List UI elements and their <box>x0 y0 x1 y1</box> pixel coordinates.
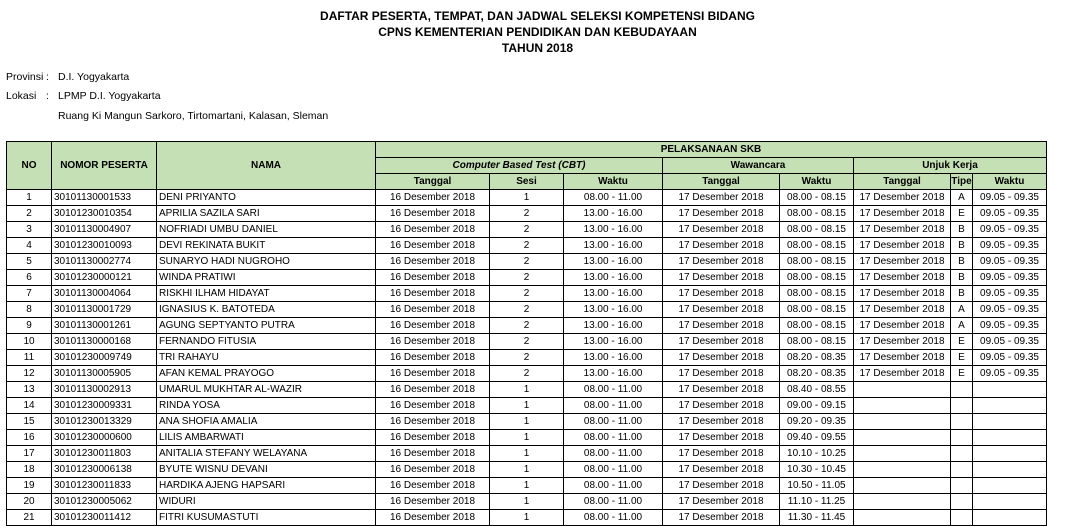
row-cbt-waktu: 13.00 - 16.00 <box>564 238 663 254</box>
table-row <box>7 510 1047 526</box>
row-nama: DENI PRIYANTO <box>157 190 376 206</box>
title-line-1: DAFTAR PESERTA, TEMPAT, DAN JADWAL SELEKSI KOMPETENSI BIDANG <box>320 9 755 23</box>
table-row <box>7 238 1047 254</box>
row-wawancara-waktu: 11.10 - 11.25 <box>780 494 854 510</box>
row-cbt-waktu: 08.00 - 11.00 <box>564 494 663 510</box>
alamat-row <box>58 109 328 123</box>
row-unjuk-kerja-tanggal: 17 Desember 2018 <box>854 350 951 366</box>
provinsi-value: D.I. Yogyakarta <box>58 71 130 83</box>
row-unjuk-kerja-tipe <box>951 494 973 510</box>
header-no: NO <box>7 142 52 190</box>
row-unjuk-kerja-tipe: E <box>951 334 973 350</box>
row-cbt-waktu: 13.00 - 16.00 <box>564 286 663 302</box>
row-nomor-peserta: 30101230013329 <box>52 414 157 430</box>
row-unjuk-kerja-tipe: E <box>951 366 973 382</box>
row-no: 7 <box>7 286 52 302</box>
table-row <box>7 270 1047 286</box>
lokasi-row: Lokasi : LPMP D.I. Yogyakarta <box>6 90 161 102</box>
row-unjuk-kerja-waktu: 09.05 - 09.35 <box>973 366 1047 382</box>
row-unjuk-kerja-tanggal <box>854 478 951 494</box>
row-no: 13 <box>7 382 52 398</box>
row-wawancara-waktu: 10.30 - 10.45 <box>780 462 854 478</box>
row-cbt-waktu: 13.00 - 16.00 <box>564 206 663 222</box>
title-line-2: CPNS KEMENTERIAN PENDIDIKAN DAN KEBUDAYAAN <box>378 25 697 39</box>
row-cbt-waktu: 13.00 - 16.00 <box>564 366 663 382</box>
row-unjuk-kerja-tipe: E <box>951 350 973 366</box>
row-unjuk-kerja-tanggal: 17 Desember 2018 <box>854 302 951 318</box>
row-wawancara-waktu: 09.40 - 09.55 <box>780 430 854 446</box>
table-row <box>7 302 1047 318</box>
row-nomor-peserta: 30101230006138 <box>52 462 157 478</box>
row-wawancara-waktu: 08.00 - 08.15 <box>780 238 854 254</box>
row-cbt-tanggal: 16 Desember 2018 <box>376 270 490 286</box>
row-no: 4 <box>7 238 52 254</box>
row-wawancara-waktu: 08.00 - 08.15 <box>780 286 854 302</box>
row-cbt-sesi: 1 <box>490 462 564 478</box>
row-cbt-tanggal: 16 Desember 2018 <box>376 510 490 526</box>
row-unjuk-kerja-waktu: 09.05 - 09.35 <box>973 286 1047 302</box>
row-cbt-waktu: 13.00 - 16.00 <box>564 334 663 350</box>
row-cbt-waktu: 13.00 - 16.00 <box>564 270 663 286</box>
row-nama: NOFRIADI UMBU DANIEL <box>157 222 376 238</box>
row-no: 3 <box>7 222 52 238</box>
table-body <box>7 190 1047 526</box>
row-unjuk-kerja-tanggal <box>854 430 951 446</box>
row-wawancara-tanggal: 17 Desember 2018 <box>663 350 780 366</box>
header-nama: NAMA <box>157 142 376 190</box>
row-nomor-peserta: 30101230000121 <box>52 270 157 286</box>
row-unjuk-kerja-tanggal <box>854 494 951 510</box>
table-row <box>7 382 1047 398</box>
row-nomor-peserta: 30101230000600 <box>52 430 157 446</box>
row-wawancara-waktu: 08.00 - 08.15 <box>780 334 854 350</box>
header-wawancara: Wawancara <box>663 158 854 174</box>
row-cbt-tanggal: 16 Desember 2018 <box>376 398 490 414</box>
row-no: 20 <box>7 494 52 510</box>
header-cbt-waktu: Waktu <box>564 174 663 190</box>
row-wawancara-waktu: 09.00 - 09.15 <box>780 398 854 414</box>
table-row <box>7 430 1047 446</box>
row-unjuk-kerja-tipe: E <box>951 206 973 222</box>
row-unjuk-kerja-tipe <box>951 398 973 414</box>
row-unjuk-kerja-tipe: A <box>951 318 973 334</box>
row-wawancara-tanggal: 17 Desember 2018 <box>663 270 780 286</box>
row-cbt-waktu: 13.00 - 16.00 <box>564 254 663 270</box>
row-unjuk-kerja-tanggal: 17 Desember 2018 <box>854 270 951 286</box>
row-wawancara-tanggal: 17 Desember 2018 <box>663 238 780 254</box>
row-unjuk-kerja-tipe: B <box>951 270 973 286</box>
row-cbt-tanggal: 16 Desember 2018 <box>376 238 490 254</box>
row-cbt-sesi: 1 <box>490 510 564 526</box>
row-cbt-waktu: 08.00 - 11.00 <box>564 190 663 206</box>
row-cbt-tanggal: 16 Desember 2018 <box>376 462 490 478</box>
row-nomor-peserta: 30101230009749 <box>52 350 157 366</box>
row-cbt-waktu: 08.00 - 11.00 <box>564 446 663 462</box>
row-no: 21 <box>7 510 52 526</box>
row-no: 17 <box>7 446 52 462</box>
row-nama: DEVI REKINATA BUKIT <box>157 238 376 254</box>
row-wawancara-tanggal: 17 Desember 2018 <box>663 510 780 526</box>
row-cbt-sesi: 1 <box>490 478 564 494</box>
row-cbt-tanggal: 16 Desember 2018 <box>376 414 490 430</box>
row-cbt-sesi: 1 <box>490 398 564 414</box>
row-wawancara-tanggal: 17 Desember 2018 <box>663 478 780 494</box>
row-unjuk-kerja-waktu <box>973 446 1047 462</box>
row-no: 1 <box>7 190 52 206</box>
row-wawancara-tanggal: 17 Desember 2018 <box>663 382 780 398</box>
row-cbt-sesi: 2 <box>490 286 564 302</box>
row-cbt-sesi: 2 <box>490 318 564 334</box>
provinsi-row: Provinsi : D.I. Yogyakarta <box>6 71 130 83</box>
row-unjuk-kerja-tipe <box>951 382 973 398</box>
table-row <box>7 318 1047 334</box>
header-unjuk-kerja-tipe: Tipe <box>951 174 973 190</box>
header-wawancara-tanggal: Tanggal <box>663 174 780 190</box>
row-nomor-peserta: 30101230011412 <box>52 510 157 526</box>
row-wawancara-tanggal: 17 Desember 2018 <box>663 254 780 270</box>
row-cbt-sesi: 1 <box>490 190 564 206</box>
row-cbt-sesi: 2 <box>490 222 564 238</box>
row-nomor-peserta: 30101230011803 <box>52 446 157 462</box>
row-unjuk-kerja-tanggal <box>854 398 951 414</box>
row-cbt-tanggal: 16 Desember 2018 <box>376 494 490 510</box>
row-nama: TRI RAHAYU <box>157 350 376 366</box>
row-nomor-peserta: 30101130001261 <box>52 318 157 334</box>
row-nomor-peserta: 30101130005905 <box>52 366 157 382</box>
row-cbt-waktu: 08.00 - 11.00 <box>564 510 663 526</box>
row-unjuk-kerja-waktu: 09.05 - 09.35 <box>973 270 1047 286</box>
row-wawancara-waktu: 09.20 - 09.35 <box>780 414 854 430</box>
table-row <box>7 446 1047 462</box>
row-unjuk-kerja-tanggal: 17 Desember 2018 <box>854 334 951 350</box>
row-unjuk-kerja-tanggal: 17 Desember 2018 <box>854 254 951 270</box>
row-nama: WINDA PRATIWI <box>157 270 376 286</box>
row-cbt-waktu: 13.00 - 16.00 <box>564 222 663 238</box>
row-no: 18 <box>7 462 52 478</box>
row-nama: IGNASIUS K. BATOTEDA <box>157 302 376 318</box>
row-unjuk-kerja-tanggal <box>854 510 951 526</box>
row-unjuk-kerja-tipe <box>951 446 973 462</box>
row-cbt-tanggal: 16 Desember 2018 <box>376 222 490 238</box>
row-cbt-tanggal: 16 Desember 2018 <box>376 366 490 382</box>
table-row <box>7 350 1047 366</box>
row-cbt-tanggal: 16 Desember 2018 <box>376 206 490 222</box>
row-no: 16 <box>7 430 52 446</box>
row-cbt-waktu: 13.00 - 16.00 <box>564 350 663 366</box>
row-wawancara-tanggal: 17 Desember 2018 <box>663 446 780 462</box>
row-unjuk-kerja-waktu <box>973 382 1047 398</box>
row-unjuk-kerja-waktu <box>973 414 1047 430</box>
row-wawancara-tanggal: 17 Desember 2018 <box>663 222 780 238</box>
row-cbt-sesi: 1 <box>490 430 564 446</box>
row-cbt-sesi: 1 <box>490 414 564 430</box>
row-cbt-sesi: 1 <box>490 494 564 510</box>
row-unjuk-kerja-tanggal <box>854 382 951 398</box>
row-unjuk-kerja-tipe: B <box>951 254 973 270</box>
row-cbt-tanggal: 16 Desember 2018 <box>376 254 490 270</box>
row-unjuk-kerja-waktu: 09.05 - 09.35 <box>973 318 1047 334</box>
row-wawancara-waktu: 08.00 - 08.15 <box>780 302 854 318</box>
row-nomor-peserta: 30101130001533 <box>52 190 157 206</box>
row-nama: RISKHI ILHAM HIDAYAT <box>157 286 376 302</box>
row-no: 2 <box>7 206 52 222</box>
row-wawancara-waktu: 08.20 - 08.35 <box>780 350 854 366</box>
row-unjuk-kerja-waktu <box>973 430 1047 446</box>
table-row <box>7 334 1047 350</box>
row-nomor-peserta: 30101230010354 <box>52 206 157 222</box>
row-no: 9 <box>7 318 52 334</box>
header-nomor-peserta: NOMOR PESERTA <box>52 142 157 190</box>
row-no: 15 <box>7 414 52 430</box>
row-cbt-sesi: 1 <box>490 446 564 462</box>
row-wawancara-waktu: 08.00 - 08.15 <box>780 206 854 222</box>
row-unjuk-kerja-waktu: 09.05 - 09.35 <box>973 334 1047 350</box>
row-unjuk-kerja-tipe <box>951 430 973 446</box>
row-unjuk-kerja-tanggal: 17 Desember 2018 <box>854 238 951 254</box>
row-nama: LILIS AMBARWATI <box>157 430 376 446</box>
row-nomor-peserta: 30101130002774 <box>52 254 157 270</box>
row-wawancara-tanggal: 17 Desember 2018 <box>663 462 780 478</box>
row-cbt-sesi: 2 <box>490 302 564 318</box>
row-nama: UMARUL MUKHTAR AL-WAZIR <box>157 382 376 398</box>
document-title <box>0 8 1075 56</box>
row-unjuk-kerja-waktu <box>973 510 1047 526</box>
row-cbt-waktu: 08.00 - 11.00 <box>564 414 663 430</box>
row-unjuk-kerja-tanggal: 17 Desember 2018 <box>854 286 951 302</box>
row-wawancara-waktu: 08.00 - 08.15 <box>780 270 854 286</box>
row-unjuk-kerja-tipe: A <box>951 190 973 206</box>
row-wawancara-tanggal: 17 Desember 2018 <box>663 494 780 510</box>
row-nama: ANITALIA STEFANY WELAYANA <box>157 446 376 462</box>
row-cbt-waktu: 08.00 - 11.00 <box>564 382 663 398</box>
row-cbt-sesi: 1 <box>490 382 564 398</box>
header-cbt: Computer Based Test (CBT) <box>376 158 663 174</box>
row-unjuk-kerja-tanggal: 17 Desember 2018 <box>854 366 951 382</box>
table-row <box>7 494 1047 510</box>
header-cbt-sesi: Sesi <box>490 174 564 190</box>
row-cbt-waktu: 13.00 - 16.00 <box>564 302 663 318</box>
row-cbt-sesi: 2 <box>490 238 564 254</box>
row-wawancara-tanggal: 17 Desember 2018 <box>663 302 780 318</box>
row-unjuk-kerja-tipe: B <box>951 286 973 302</box>
row-cbt-tanggal: 16 Desember 2018 <box>376 430 490 446</box>
row-cbt-tanggal: 16 Desember 2018 <box>376 334 490 350</box>
row-unjuk-kerja-tipe: A <box>951 302 973 318</box>
row-unjuk-kerja-tanggal: 17 Desember 2018 <box>854 318 951 334</box>
row-cbt-tanggal: 16 Desember 2018 <box>376 382 490 398</box>
row-wawancara-waktu: 08.00 - 08.15 <box>780 318 854 334</box>
row-nama: ANA SHOFIA AMALIA <box>157 414 376 430</box>
row-cbt-tanggal: 16 Desember 2018 <box>376 446 490 462</box>
row-unjuk-kerja-waktu: 09.05 - 09.35 <box>973 302 1047 318</box>
row-wawancara-tanggal: 17 Desember 2018 <box>663 190 780 206</box>
row-unjuk-kerja-tipe: B <box>951 222 973 238</box>
row-wawancara-waktu: 08.00 - 08.15 <box>780 190 854 206</box>
row-nomor-peserta: 30101230005062 <box>52 494 157 510</box>
header-wawancara-waktu: Waktu <box>780 174 854 190</box>
row-wawancara-waktu: 11.30 - 11.45 <box>780 510 854 526</box>
row-unjuk-kerja-tanggal <box>854 462 951 478</box>
row-cbt-sesi: 2 <box>490 206 564 222</box>
row-no: 5 <box>7 254 52 270</box>
row-wawancara-tanggal: 17 Desember 2018 <box>663 334 780 350</box>
row-cbt-tanggal: 16 Desember 2018 <box>376 318 490 334</box>
row-nama: SUNARYO HADI NUGROHO <box>157 254 376 270</box>
table-row <box>7 478 1047 494</box>
row-nama: FERNANDO FITUSIA <box>157 334 376 350</box>
row-cbt-sesi: 2 <box>490 270 564 286</box>
table-row <box>7 414 1047 430</box>
row-unjuk-kerja-waktu: 09.05 - 09.35 <box>973 190 1047 206</box>
row-unjuk-kerja-waktu <box>973 398 1047 414</box>
row-nomor-peserta: 30101130000168 <box>52 334 157 350</box>
row-nomor-peserta: 30101130004064 <box>52 286 157 302</box>
row-unjuk-kerja-waktu: 09.05 - 09.35 <box>973 350 1047 366</box>
row-unjuk-kerja-tanggal: 17 Desember 2018 <box>854 190 951 206</box>
row-nama: AGUNG SEPTYANTO PUTRA <box>157 318 376 334</box>
header-cbt-tanggal: Tanggal <box>376 174 490 190</box>
table-row <box>7 206 1047 222</box>
row-no: 10 <box>7 334 52 350</box>
row-unjuk-kerja-tanggal: 17 Desember 2018 <box>854 222 951 238</box>
row-unjuk-kerja-waktu: 09.05 - 09.35 <box>973 254 1047 270</box>
row-unjuk-kerja-waktu: 09.05 - 09.35 <box>973 238 1047 254</box>
row-wawancara-waktu: 10.10 - 10.25 <box>780 446 854 462</box>
row-nama: AFAN KEMAL PRAYOGO <box>157 366 376 382</box>
row-no: 14 <box>7 398 52 414</box>
header-unjuk-kerja-waktu: Waktu <box>973 174 1047 190</box>
lokasi-value: LPMP D.I. Yogyakarta <box>58 90 161 102</box>
row-wawancara-tanggal: 17 Desember 2018 <box>663 414 780 430</box>
row-cbt-waktu: 08.00 - 11.00 <box>564 430 663 446</box>
table-row <box>7 398 1047 414</box>
header-unjuk-kerja: Unjuk Kerja <box>854 158 1047 174</box>
row-nomor-peserta: 30101230009331 <box>52 398 157 414</box>
row-cbt-tanggal: 16 Desember 2018 <box>376 478 490 494</box>
row-no: 11 <box>7 350 52 366</box>
row-cbt-waktu: 08.00 - 11.00 <box>564 478 663 494</box>
row-cbt-waktu: 13.00 - 16.00 <box>564 318 663 334</box>
row-nama: HARDIKA AJENG HAPSARI <box>157 478 376 494</box>
row-no: 19 <box>7 478 52 494</box>
row-cbt-sesi: 2 <box>490 334 564 350</box>
row-nomor-peserta: 30101130001729 <box>52 302 157 318</box>
row-nomor-peserta: 30101230010093 <box>52 238 157 254</box>
row-nama: WIDURI <box>157 494 376 510</box>
row-unjuk-kerja-waktu <box>973 478 1047 494</box>
row-nama: APRILIA SAZILA SARI <box>157 206 376 222</box>
row-no: 12 <box>7 366 52 382</box>
table-row <box>7 190 1047 206</box>
row-nomor-peserta: 30101130002913 <box>52 382 157 398</box>
row-cbt-tanggal: 16 Desember 2018 <box>376 286 490 302</box>
table-row <box>7 254 1047 270</box>
alamat-value: Ruang Ki Mangun Sarkoro, Tirtomartani, Kalasan, Sleman <box>58 110 329 122</box>
row-unjuk-kerja-tipe <box>951 462 973 478</box>
row-cbt-sesi: 2 <box>490 350 564 366</box>
row-cbt-tanggal: 16 Desember 2018 <box>376 302 490 318</box>
row-cbt-tanggal: 16 Desember 2018 <box>376 350 490 366</box>
table-row <box>7 286 1047 302</box>
row-wawancara-waktu: 08.20 - 08.35 <box>780 366 854 382</box>
table-row <box>7 366 1047 382</box>
row-no: 8 <box>7 302 52 318</box>
header-pelaksanaan-skb: PELAKSANAAN SKB <box>376 142 1047 158</box>
row-nomor-peserta: 30101130004907 <box>52 222 157 238</box>
participant-table <box>6 141 1047 526</box>
row-nama: RINDA YOSA <box>157 398 376 414</box>
row-unjuk-kerja-tipe: B <box>951 238 973 254</box>
provinsi-label: Provinsi <box>6 71 44 83</box>
row-wawancara-tanggal: 17 Desember 2018 <box>663 286 780 302</box>
row-unjuk-kerja-tipe <box>951 510 973 526</box>
row-wawancara-tanggal: 17 Desember 2018 <box>663 206 780 222</box>
row-nama: BYUTE WISNU DEVANI <box>157 462 376 478</box>
row-unjuk-kerja-waktu <box>973 462 1047 478</box>
row-wawancara-waktu: 08.00 - 08.15 <box>780 254 854 270</box>
row-unjuk-kerja-tanggal <box>854 414 951 430</box>
row-wawancara-tanggal: 17 Desember 2018 <box>663 430 780 446</box>
row-no: 6 <box>7 270 52 286</box>
row-unjuk-kerja-tipe <box>951 478 973 494</box>
table-row <box>7 462 1047 478</box>
row-wawancara-tanggal: 17 Desember 2018 <box>663 318 780 334</box>
row-unjuk-kerja-waktu: 09.05 - 09.35 <box>973 206 1047 222</box>
row-cbt-waktu: 08.00 - 11.00 <box>564 462 663 478</box>
row-unjuk-kerja-tipe <box>951 414 973 430</box>
row-cbt-sesi: 2 <box>490 254 564 270</box>
title-line-3: TAHUN 2018 <box>501 41 574 55</box>
row-cbt-sesi: 2 <box>490 366 564 382</box>
row-nomor-peserta: 30101230011833 <box>52 478 157 494</box>
row-nama: FITRI KUSUMASTUTI <box>157 510 376 526</box>
row-cbt-tanggal: 16 Desember 2018 <box>376 190 490 206</box>
row-unjuk-kerja-waktu: 09.05 - 09.35 <box>973 222 1047 238</box>
header-unjuk-kerja-tanggal: Tanggal <box>854 174 951 190</box>
row-unjuk-kerja-tanggal <box>854 446 951 462</box>
row-wawancara-waktu: 08.40 - 08.55 <box>780 382 854 398</box>
row-wawancara-waktu: 10.50 - 11.05 <box>780 478 854 494</box>
row-cbt-waktu: 08.00 - 11.00 <box>564 398 663 414</box>
row-wawancara-tanggal: 17 Desember 2018 <box>663 366 780 382</box>
lokasi-label: Lokasi <box>6 90 37 102</box>
row-unjuk-kerja-tanggal: 17 Desember 2018 <box>854 206 951 222</box>
table-row <box>7 222 1047 238</box>
row-unjuk-kerja-waktu <box>973 494 1047 510</box>
row-wawancara-waktu: 08.00 - 08.15 <box>780 222 854 238</box>
row-wawancara-tanggal: 17 Desember 2018 <box>663 398 780 414</box>
